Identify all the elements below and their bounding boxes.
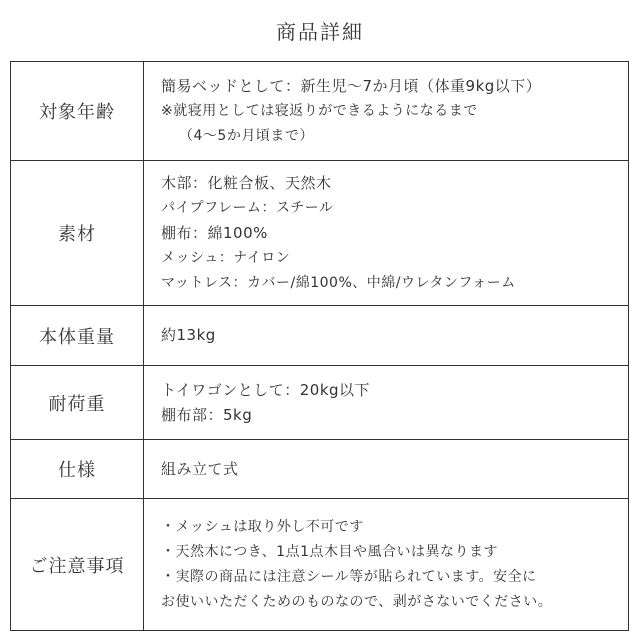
row-label: ご注意事項 bbox=[11, 499, 144, 631]
value-line: ・天然木につき、1点1点木目や風合いは異なります bbox=[161, 543, 498, 560]
value-line: ・実際の商品には注意シール等が貼られています。安全に bbox=[161, 568, 537, 585]
table-row-material bbox=[11, 161, 629, 306]
value-line: 棚布：綿100% bbox=[161, 223, 268, 242]
value-line: 木部：化粧合板、天然木 bbox=[161, 173, 332, 192]
row-value bbox=[144, 440, 629, 499]
table-row-target-age bbox=[11, 62, 629, 161]
value-line: ※就寝用としては寝返りができるようになるまで bbox=[161, 102, 478, 119]
row-label: 本体重量 bbox=[11, 306, 144, 366]
row-label: 対象年齢 bbox=[11, 62, 144, 161]
page-title: 商品詳細 bbox=[276, 20, 364, 44]
row-value bbox=[144, 306, 629, 366]
row-value bbox=[144, 366, 629, 440]
value-line: 棚布部：5kg bbox=[161, 405, 253, 424]
row-value bbox=[144, 499, 629, 631]
value-line: （4〜5か月頃まで） bbox=[179, 127, 314, 144]
value-line: 組み立て式 bbox=[161, 459, 239, 478]
value-line: マットレス：カバー/綿100%、中綿/ウレタンフォーム bbox=[161, 274, 516, 291]
table-row-load-capacity bbox=[11, 366, 629, 440]
value-line: トイワゴンとして：20kg以下 bbox=[161, 380, 371, 399]
spec-table bbox=[10, 61, 629, 631]
table-row-weight bbox=[11, 306, 629, 366]
value-line: お使いいただくためのものなので、剥がさないでください。 bbox=[161, 593, 553, 610]
value-line: 約13kg bbox=[161, 326, 216, 344]
value-line: ・メッシュは取り外し不可です bbox=[161, 518, 364, 535]
row-value bbox=[144, 161, 629, 306]
row-label: 素材 bbox=[11, 161, 144, 306]
row-label: 仕様 bbox=[11, 440, 144, 499]
table-row-specification bbox=[11, 440, 629, 499]
row-value bbox=[144, 62, 629, 161]
value-line: 簡易ベッドとして：新生児〜7か月頃（体重9kg以下） bbox=[161, 76, 542, 95]
row-label: 耐荷重 bbox=[11, 366, 144, 440]
value-line: メッシュ：ナイロン bbox=[161, 249, 291, 266]
table-row-notes bbox=[11, 499, 629, 631]
value-line: パイプフレーム：スチール bbox=[161, 199, 334, 216]
